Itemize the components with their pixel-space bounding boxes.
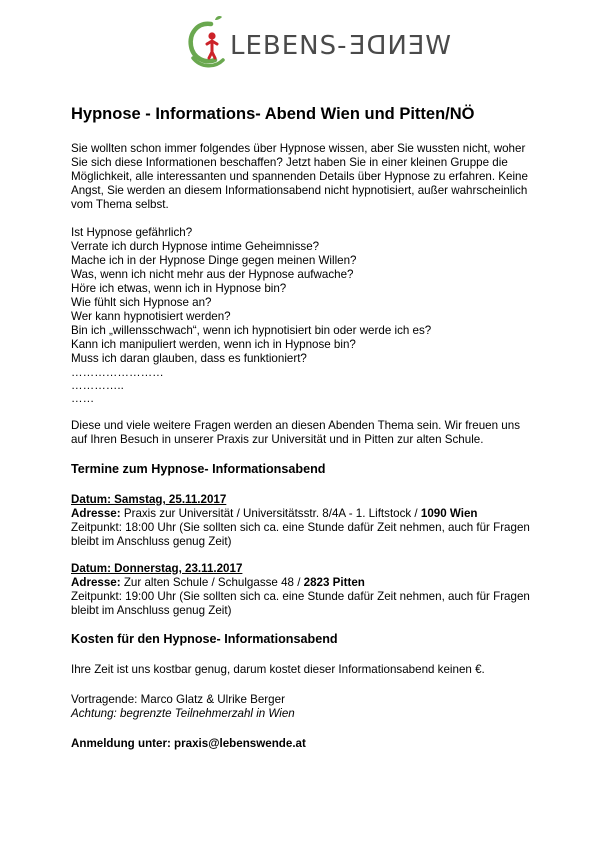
question-item: Wie fühlt sich Hypnose an? <box>71 296 212 309</box>
speakers-text: Vortragende: Marco Glatz & Ulrike Berger <box>71 693 285 706</box>
question-item: Bin ich „willensschwach“, wenn ich hypnotisiert bin oder werde ich es? <box>71 324 432 337</box>
question-item: Was, wenn ich nicht mehr aus der Hypnose aufwache? <box>71 268 354 281</box>
logo-wordmark: LEBENS-WENDE <box>230 31 451 61</box>
ellipsis-lines <box>71 366 531 405</box>
ellipsis-line: ………….. <box>71 379 124 392</box>
intro-paragraph: Sie wollten schon immer folgendes über Hypnose wissen, aber Sie wussten nicht, woher Sie sich diese Informationen beschaffen? Jetzt haben Sie in einer kleinen Gruppe die Möglichkeit, alle interessanten und spannenden Details über Hypnose zu erfahren. Keine Angst, Sie werden an diesem Informationsabend nicht hypnotisiert, außer wahrscheinlich vom Thema selbst. <box>71 142 528 211</box>
event-block-pitten <box>71 562 531 618</box>
ellipsis-line: …………………… <box>71 366 164 379</box>
question-item: Verrate ich durch Hypnose intime Geheimnisse? <box>71 240 320 253</box>
page-title: Hypnose - Informations- Abend Wien und Pitten/NÖ <box>71 105 475 123</box>
event-block-wien <box>71 493 531 549</box>
question-list <box>71 226 531 366</box>
event-address: Adresse: Praxis zur Universität / Universitätsstr. 8/4A - 1. Liftstock / 1090 Wien <box>71 507 478 520</box>
outro-paragraph: Diese und viele weitere Fragen werden an diesen Abenden Thema sein. Wir freuen uns auf Ihren Besuch in unserer Praxis zur Universität und in Pitten zur alten Schule. <box>71 419 520 446</box>
event-date: Datum: Donnerstag, 23.11.2017 <box>71 562 243 575</box>
registration-text: Anmeldung unter: praxis@lebenswende.at <box>71 737 306 750</box>
question-item: Höre ich etwas, wenn ich in Hypnose bin? <box>71 282 287 295</box>
logo-figure-icon <box>185 14 233 72</box>
event-time: Zeitpunkt: 18:00 Uhr (Sie sollten sich ca. eine Stunde dafür Zeit nehmen, auch für Fragen bleibt im Anschluss genug Zeit) <box>71 521 530 548</box>
termine-heading: Termine zum Hypnose- Informationsabend <box>71 462 326 476</box>
question-item: Mache ich in der Hypnose Dinge gegen meinen Willen? <box>71 254 357 267</box>
question-item: Wer kann hypnotisiert werden? <box>71 310 231 323</box>
question-item: Kann ich manipuliert werden, wenn ich in Hypnose bin? <box>71 338 356 351</box>
event-date: Datum: Samstag, 25.11.2017 <box>71 493 227 506</box>
warning-text: Achtung: begrenzte Teilnehmerzahl in Wien <box>71 707 295 720</box>
kosten-text: Ihre Zeit ist uns kostbar genug, darum kostet dieser Informationsabend keinen €. <box>71 663 485 676</box>
kosten-heading: Kosten für den Hypnose- Informationsabend <box>71 632 338 646</box>
event-address: Adresse: Zur alten Schule / Schulgasse 48 / 2823 Pitten <box>71 576 365 589</box>
main-content <box>71 104 531 751</box>
lebenswende-logo <box>185 14 451 72</box>
question-item: Ist Hypnose gefährlich? <box>71 226 193 239</box>
ellipsis-line: …… <box>71 392 95 405</box>
question-item: Muss ich daran glauben, dass es funktioniert? <box>71 352 307 365</box>
event-time: Zeitpunkt: 19:00 Uhr (Sie sollten sich ca. eine Stunde dafür Zeit nehmen, auch für Fragen bleibt im Anschluss genug Zeit) <box>71 590 530 617</box>
